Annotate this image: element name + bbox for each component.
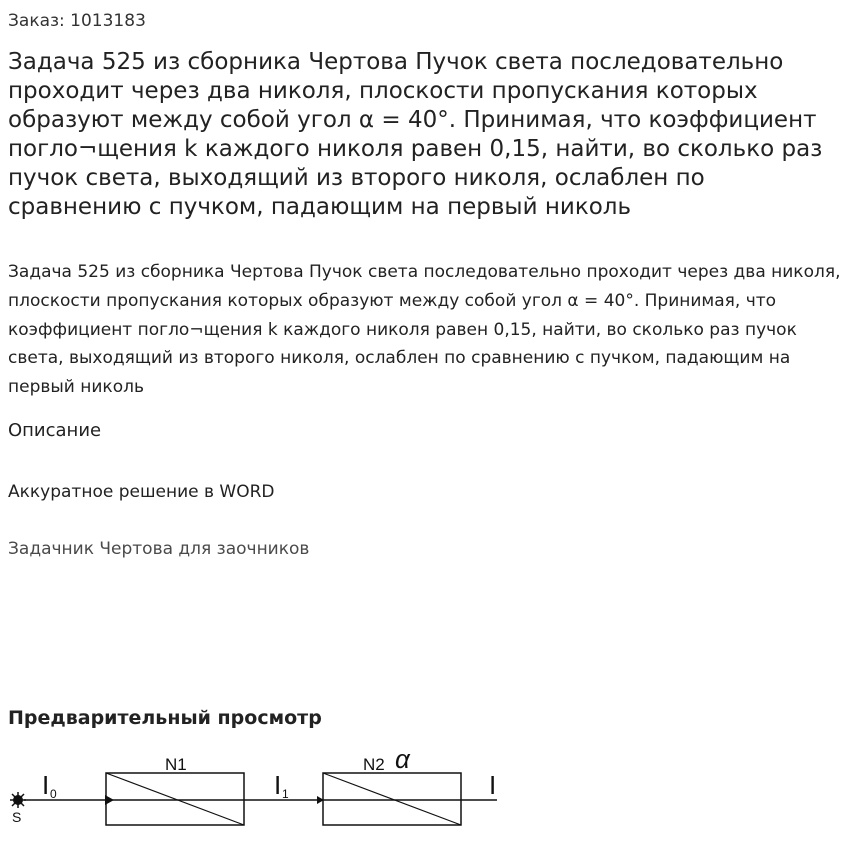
angle-label: α: [395, 744, 410, 774]
polarizer-diagram: [8, 740, 508, 850]
collection-link[interactable]: Задачник Чертова для заочников: [8, 539, 310, 559]
intensity-in-subscript: 0: [50, 787, 57, 801]
description-heading: Описание: [8, 420, 102, 441]
order-number: Заказ: 1013183: [8, 11, 146, 31]
intensity-mid-label: I: [274, 770, 282, 800]
source-label: S: [12, 809, 22, 825]
light-source-icon: [10, 792, 26, 808]
nicol-2-diagonal: [323, 773, 461, 825]
intensity-mid-subscript: 1: [282, 787, 289, 801]
intensity-in-label: I: [42, 770, 50, 800]
preview-diagram: [8, 740, 508, 850]
page-title: Задача 525 из сборника Чертова Пучок света последовательно проходит через два николя, плоскости пропускания которых образуют между собой угол α = 40°. Принимая, что коэффициент погло¬щения k каждого николя равен 0,15, найти, во сколько раз пучок света, выходящий из второго николя, ослаблен по сравнению с пучком, падающим на первый николь: [8, 49, 823, 220]
nicol-1-diagonal: [106, 773, 244, 825]
preview-heading: Предварительный просмотр: [8, 707, 322, 729]
nicol-2-label: N2: [363, 755, 385, 774]
intensity-out-label: I: [489, 770, 497, 800]
description-text: Аккуратное решение в WORD: [8, 482, 275, 502]
problem-text: Задача 525 из сборника Чертова Пучок света последовательно проходит через два николя, плоскости пропускания которых образуют между собой угол α = 40°. Принимая, что коэффициент погло¬щения k каждого николя равен 0,15, найти, во сколько раз пучок света, выходящий из второго николя, ослаблен по сравнению с пучком, падающим на первый николь: [8, 262, 841, 398]
nicol-1-label: N1: [165, 755, 187, 774]
